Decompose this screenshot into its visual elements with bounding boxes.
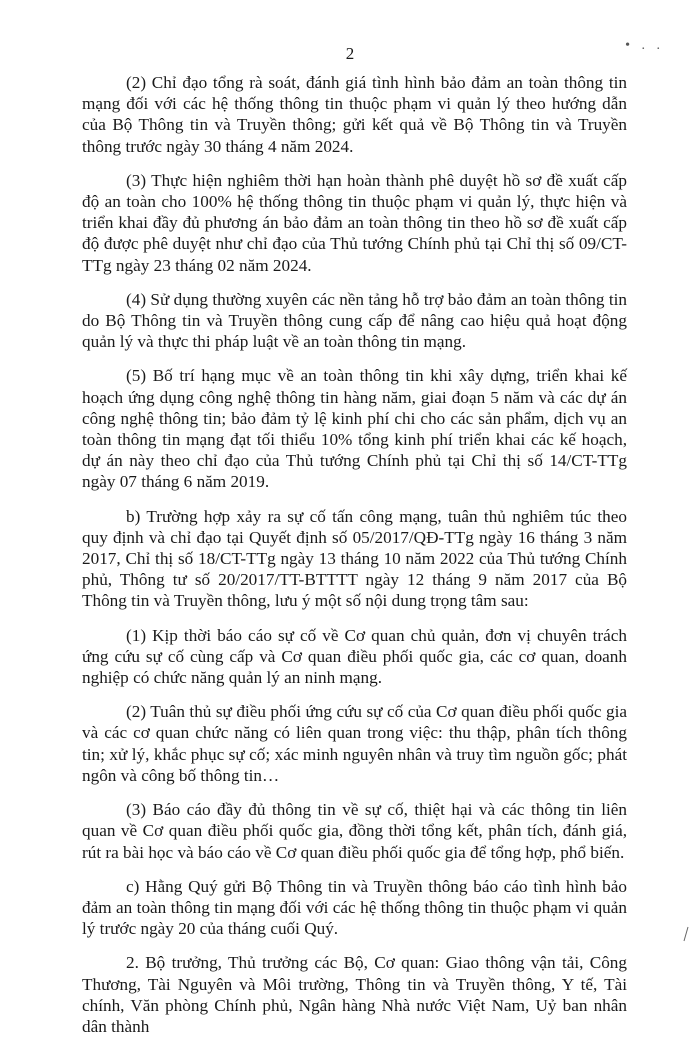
paragraph-5-budget-allocation: (5) Bố trí hạng mục về an toàn thông tin khi xây dựng, triển khai kế hoạch ứng dụng công nghệ thông tin hàng năm, giai đoạn 5 năm và các dự án công nghệ thông tin; bảo đảm tỷ lệ kinh phí chi cho các sản phẩm, dịch vụ an toàn thông tin mạng đạt tối thiểu 10% tổng kinh phí triển khai các kế hoạch, dự án này theo chỉ đạo của Thủ tướng Chính phủ tại Chỉ thị số 14/CT-TTg ngày 07 tháng 6 năm 2019. bbox=[82, 366, 627, 492]
scan-speck-icon bbox=[682, 926, 690, 942]
paragraph-4-support-platforms: (4) Sử dụng thường xuyên các nền tảng hỗ trợ bảo đảm an toàn thông tin do Bộ Thông tin và Truyền thông cung cấp để nâng cao hiệu quả hoạt động quản lý và thực thi pháp luật về an toàn thông tin mạng. bbox=[82, 289, 627, 352]
paragraph-2-review-safety: (2) Chỉ đạo tổng rà soát, đánh giá tình hình bảo đảm an toàn thông tin mạng đối với các hệ thống thông tin thuộc phạm vi quản lý theo hướng dẫn của Bộ Thông tin và Truyền thông; gửi kết quả về Bộ Thông tin và Truyền thông trước ngày 30 tháng 4 năm 2024. bbox=[82, 73, 627, 156]
paragraph-b2-coordination: (2) Tuân thủ sự điều phối ứng cứu sự cố của Cơ quan điều phối quốc gia và các cơ quan chức năng có liên quan trong việc: thu thập, phân tích thông tin; xử lý, khắc phục sự cố; xác minh nguyên nhân và truy tìm nguồn gốc; phát ngôn và công bố thông tin… bbox=[82, 702, 627, 785]
paragraph-2-ministers: 2. Bộ trưởng, Thủ trưởng các Bộ, Cơ quan: Giao thông vận tải, Công Thương, Tài Nguyên và Môi trường, Thông tin và Truyền thông, Y tế, Tài chính, Văn phòng Chính phủ, Ngân hàng Nhà nước Việt Nam, Uỷ ban nhân dân thành bbox=[82, 953, 627, 1036]
paragraph-b1-timely-report: (1) Kịp thời báo cáo sự cố về Cơ quan chủ quản, đơn vị chuyên trách ứng cứu sự cố cùng cấp và Cơ quan điều phối quốc gia, các cơ quan, doanh nghiệp có chức năng quản lý an ninh mạng. bbox=[82, 625, 627, 688]
scan-marks: • . . bbox=[625, 38, 664, 53]
paragraph-c-quarterly-report: c) Hằng Quý gửi Bộ Thông tin và Truyền thông báo cáo tình hình bảo đảm an toàn thông tin mạng đối với các hệ thống thông tin thuộc phạm vi quản lý trước ngày 20 của tháng cuối Quý. bbox=[82, 876, 627, 939]
page-number: 2 bbox=[345, 44, 355, 63]
paragraph-b3-full-report: (3) Báo cáo đầy đủ thông tin về sự cố, thiệt hại và các thông tin liên quan về Cơ quan điều phối quốc gia, đồng thời tổng kết, phân tích, đánh giá, rút ra bài học và báo cáo về Cơ quan điều phối quốc gia để tổng hợp, phổ biến. bbox=[82, 800, 627, 862]
paragraph-3-approval-deadline: (3) Thực hiện nghiêm thời hạn hoàn thành phê duyệt hồ sơ đề xuất cấp độ an toàn cho 100% hệ thống thông tin thuộc phạm vi quản lý, thực hiện và triển khai đầy đủ phương án bảo đảm an toàn thông tin theo hồ sơ đề xuất cấp độ được phê duyệt như chỉ đạo của Thủ tướng Chính phủ tại Chỉ thị số 09/CT-TTg ngày 23 tháng 02 năm 2024. bbox=[82, 170, 627, 275]
document-body bbox=[82, 72, 627, 1047]
paragraph-b-incident-response: b) Trường hợp xảy ra sự cố tấn công mạng, tuân thủ nghiêm túc theo quy định và chỉ đạo tại Quyết định số 05/2017/QĐ-TTg ngày 16 tháng 3 năm 2017, Chỉ thị số 18/CT-TTg ngày 13 tháng 10 năm 2022 của Thủ tướng Chính phủ, Thông tư số 20/2017/TT-BTTTT ngày 12 tháng 9 năm 2017 của Bộ Thông tin và Truyền thông, lưu ý một số nội dung trọng tâm sau: bbox=[82, 506, 627, 611]
